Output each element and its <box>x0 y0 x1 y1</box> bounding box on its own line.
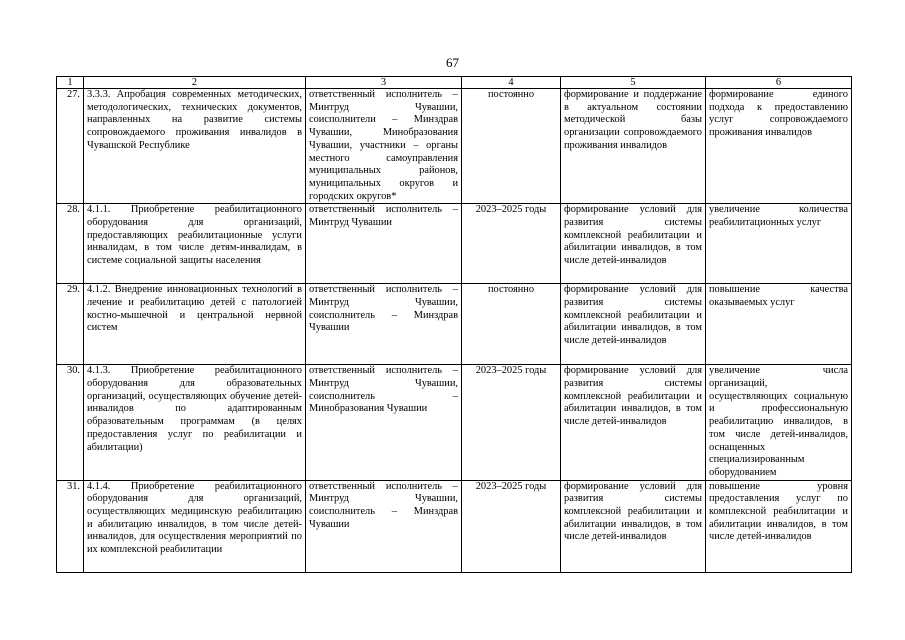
direct-result-cell: формирование и поддержание в актуальном состоянии методической базы организации сопровождаемого проживания инвалидов <box>561 89 706 204</box>
final-result-cell: формирование единого подхода к предоставлению услуг сопровождаемого проживания инвалидов <box>706 89 852 204</box>
direct-result-cell: формирование условий для развития системы комплексной реабилитации и абилитации инвалидов, в том числе детей-инвалидов <box>561 365 706 480</box>
page-number: 67 <box>446 55 459 70</box>
term-cell: постоянно <box>462 284 561 365</box>
final-result-cell: увеличение количества реабилитационных услуг <box>706 204 852 284</box>
executor-cell: ответственный исполнитель – Минтруд Чувашии, соисполнитель – Минздрав Чувашии <box>306 284 462 365</box>
column-header-1: 1 <box>57 77 84 89</box>
table-row <box>57 284 852 365</box>
direct-result-cell: формирование условий для развития системы комплексной реабилитации и абилитации инвалидов, в том числе детей-инвалидов <box>561 480 706 572</box>
final-result-cell: повышение качества оказываемых услуг <box>706 284 852 365</box>
row-number: 31. <box>57 480 84 572</box>
direct-result-cell: формирование условий для развития системы комплексной реабилитации и абилитации инвалидов, в том числе детей-инвалидов <box>561 204 706 284</box>
executor-cell: ответственный исполнитель – Минтруд Чувашии, соисполнители – Минздрав Чувашии, Минобразования Чувашии, участники – органы местного самоуправления муниципальных районов, муниципальных округов и городских округов* <box>306 89 462 204</box>
column-number-row <box>57 77 852 89</box>
executor-cell: ответственный исполнитель – Минтруд Чувашии, соисполнитель – Минобразования Чувашии <box>306 365 462 480</box>
table-row <box>57 365 852 480</box>
table-row <box>57 204 852 284</box>
measure-cell: 4.1.4. Приобретение реабилитационного оборудования для организаций, осуществляющих медицинскую реабилитацию и абилитацию инвалидов, в том числе детей-инвалидов, для осуществления мероприятий по их комплексной реабилитации <box>84 480 306 572</box>
measure-cell: 4.1.2. Внедрение инновационных технологий в лечение и реабилитацию детей с патологией костно-мышечной и центральной нервной систем <box>84 284 306 365</box>
column-header-5: 5 <box>561 77 706 89</box>
measure-cell: 3.3.3. Апробация современных методических, методологических, технических документов, направленных на развитие системы сопровождаемого проживания инвалидов в Чувашской Республике <box>84 89 306 204</box>
column-header-2: 2 <box>84 77 306 89</box>
column-header-6: 6 <box>706 77 852 89</box>
measures-table <box>56 76 852 573</box>
executor-cell: ответственный исполнитель – Минтруд Чувашии <box>306 204 462 284</box>
measure-cell: 4.1.1. Приобретение реабилитационного оборудования для организаций, предоставляющих реабилитационные услуги инвалидам, в том числе детям-инвалидам, в системе социальной защиты населения <box>84 204 306 284</box>
term-cell: 2023–2025 годы <box>462 204 561 284</box>
column-header-4: 4 <box>462 77 561 89</box>
executor-cell: ответственный исполнитель – Минтруд Чувашии, соисполнитель – Минздрав Чувашии <box>306 480 462 572</box>
measure-cell: 4.1.3. Приобретение реабилитационного оборудования для образовательных организаций, осуществляющих обучение детей-инвалидов по адаптированным образовательным программам (в целях предоставления услуг по реабилитации и абилитации) <box>84 365 306 480</box>
row-number: 28. <box>57 204 84 284</box>
table-row <box>57 480 852 572</box>
term-cell: 2023–2025 годы <box>462 365 561 480</box>
table-row <box>57 89 852 204</box>
column-header-3: 3 <box>306 77 462 89</box>
final-result-cell: увеличение числа организаций, осуществляющих социальную и профессиональную реабилитацию инвалидов, в том числе детей-инвалидов, оснащенных специализированным оборудованием <box>706 365 852 480</box>
final-result-cell: повышение уровня предоставления услуг по комплексной реабилитации и абилитации инвалидов, в том числе детей-инвалидов <box>706 480 852 572</box>
term-cell: постоянно <box>462 89 561 204</box>
row-number: 29. <box>57 284 84 365</box>
term-cell: 2023–2025 годы <box>462 480 561 572</box>
direct-result-cell: формирование условий для развития системы комплексной реабилитации и абилитации инвалидов, в том числе детей-инвалидов <box>561 284 706 365</box>
row-number: 27. <box>57 89 84 204</box>
row-number: 30. <box>57 365 84 480</box>
